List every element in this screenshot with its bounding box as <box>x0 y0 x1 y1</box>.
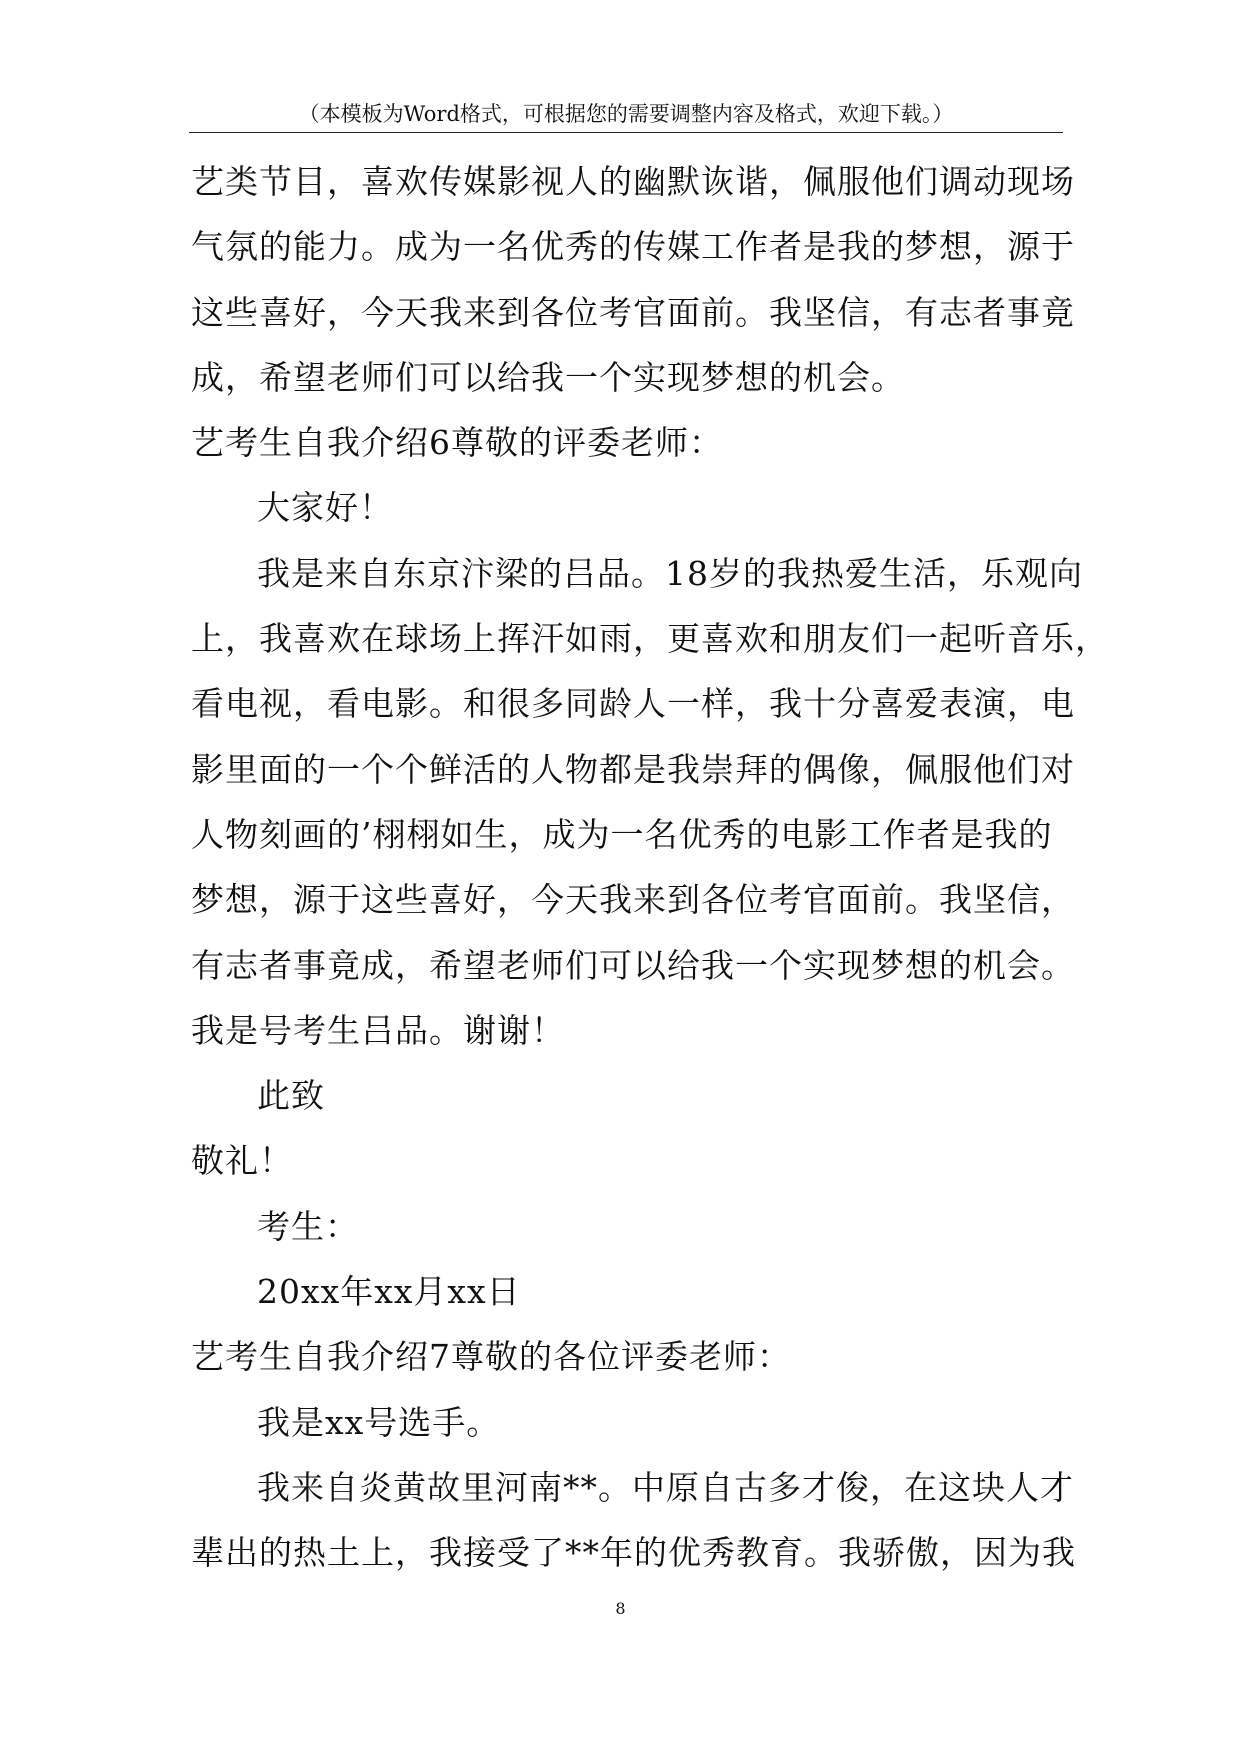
section-heading-6: 艺考生自我介绍6尊敬的评委老师： <box>191 423 723 463</box>
text-line: 我是xx号选手。 <box>257 1402 501 1442</box>
text-line: 影里面的一个个鲜活的人物都是我崇拜的偶像，佩服他们对 <box>191 749 1075 789</box>
text-line: 我是来自东京汴梁的吕品。18岁的我热爱生活，乐观向 <box>257 553 1083 593</box>
document-body <box>191 159 1109 1596</box>
text-line: 有志者事竟成，希望老师们可以给我一个实现梦想的机会。 <box>191 945 1075 985</box>
closing-respect: 敬礼！ <box>191 1141 293 1181</box>
text-line: 我是号考生吕品。谢谢！ <box>191 1010 565 1050</box>
signature-label: 考生： <box>257 1206 359 1246</box>
text-line: 梦想，源于这些喜好，今天我来到各位考官面前。我坚信， <box>191 880 1075 920</box>
text-line: 我来自炎黄故里河南**。中原自古多才俊，在这块人才 <box>257 1467 1074 1507</box>
text-line: 艺类节目，喜欢传媒影视人的幽默诙谐，佩服他们调动现场 <box>191 162 1075 201</box>
text-line: 气氛的能力。成为一名优秀的传媒工作者是我的梦想，源于 <box>191 227 1075 267</box>
header-divider <box>189 132 1063 133</box>
text-line: 这些喜好，今天我来到各位考官面前。我坚信，有志者事竟 <box>191 292 1075 332</box>
greeting: 大家好！ <box>257 488 393 528</box>
text-line: 看电视，看电影。和很多同龄人一样，我十分喜爱表演，电 <box>191 684 1075 724</box>
page-number: 8 <box>615 1599 626 1618</box>
template-note-header: （本模板为Word格式，可根据您的需要调整内容及格式，欢迎下载。） <box>298 102 954 126</box>
date-line: 20xx年xx月xx日 <box>257 1272 521 1312</box>
text-line: 人物刻画的’栩栩如生，成为一名优秀的电影工作者是我的 <box>191 814 1053 854</box>
text-line: 成，希望老师们可以给我一个实现梦想的机会。 <box>191 357 905 397</box>
text-line: 辈出的热土上，我接受了**年的优秀教育。我骄傲，因为我 <box>191 1533 1076 1573</box>
closing-salutation: 此致 <box>257 1076 325 1116</box>
text-line: 上，我喜欢在球场上挥汗如雨，更喜欢和朋友们一起听音乐， <box>191 619 1109 659</box>
section-heading-7: 艺考生自我介绍7尊敬的各位评委老师： <box>191 1337 791 1377</box>
